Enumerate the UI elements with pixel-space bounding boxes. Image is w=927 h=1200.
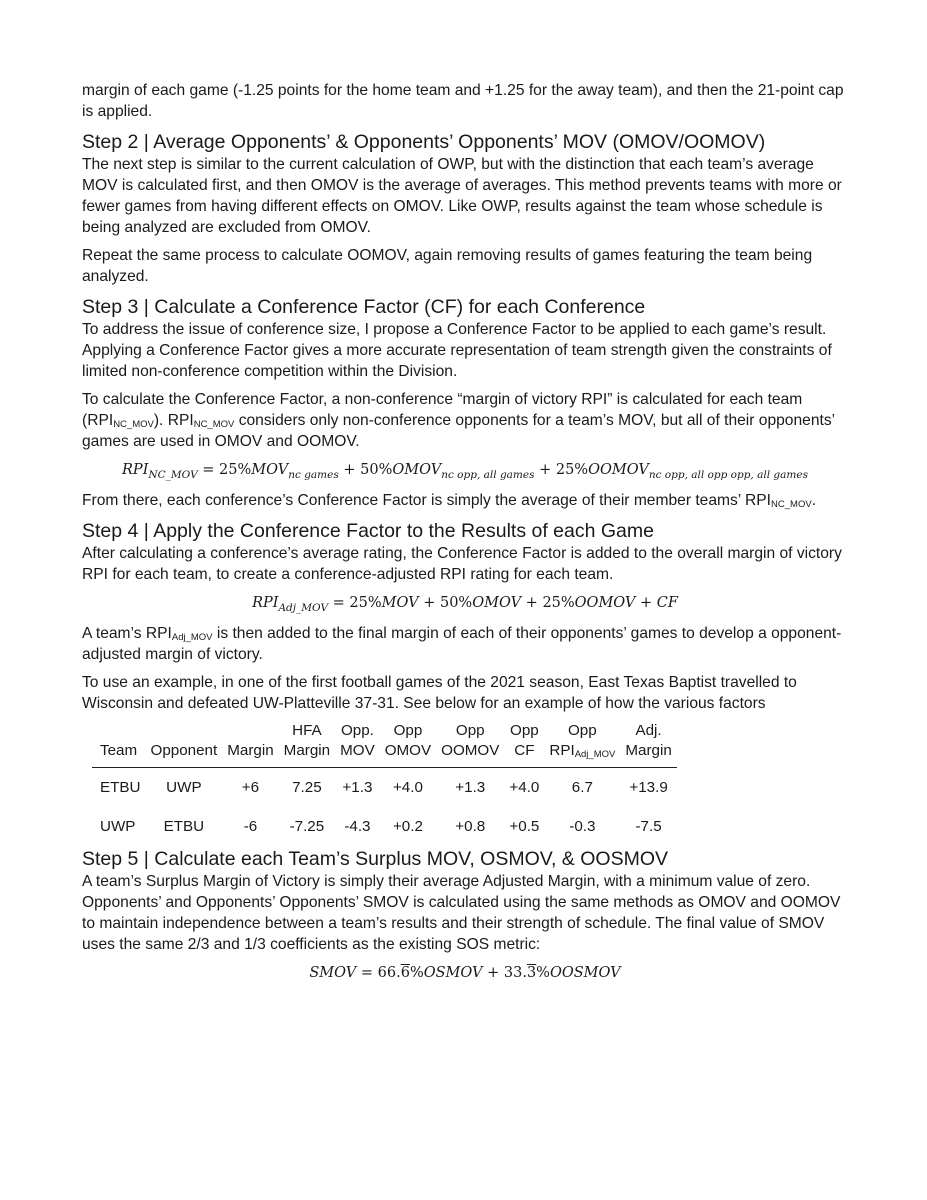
col-header-hfa-margin: HFA Margin (279, 721, 335, 768)
col-header-opp-oomov: Opp OOMOV (436, 721, 504, 768)
step2-paragraph-1: The next step is similar to the current calculation of OWP, but with the distinction that each team’s average MOV is calculated first, and then OMOV is the average of averages. This method prevents teams with more or fewer games from having different effects on OMOV. Like OWP, results against the team whose schedule is being analyzed are excluded from OMOV. (82, 156, 842, 236)
table-cell: 6.7 (571, 778, 593, 796)
table-header-row (92, 721, 677, 768)
example-game-table (92, 721, 677, 846)
table-cell: UWP (166, 778, 202, 796)
step5-heading: Step 5 | Calculate each Team’s Surplus MOV, OSMOV, & OOSMOV (82, 847, 668, 870)
table-cell: -7.25 (289, 817, 325, 835)
col-header-margin: Margin (222, 721, 278, 768)
col-header-opponent: Opponent (146, 721, 223, 768)
col-header-team: Team (92, 721, 146, 768)
step5-paragraph-1: A team’s Surplus Margin of Victory is simply their average Adjusted Margin, with a minimum value of zero. Opponents’ and Opponents’ Opponents’ SMOV is calculated using the same methods as OMOV and OOMOV to maintain independence between a team’s results and their strength of schedule. The final value of SMOV uses the same 2/3 and 1/3 coefficients as the existing SOS metric: (82, 872, 841, 953)
table-cell: -0.3 (569, 817, 596, 835)
table-cell: +0.8 (455, 817, 486, 835)
table-cell: -7.5 (635, 817, 662, 835)
step3-paragraph-2: To calculate the Conference Factor, a non-conference “margin of victory RPI” is calculated for each team $(RPI_{NC\_MOV})$. $RPI_{NC\_MOV}$ considers only non-conference opponents for a team’s MOV, but all of their opponents’ games are used in OMOV and OOMOV. (82, 391, 835, 450)
step4-heading: Step 4 | Apply the Conference Factor to the Results of each Game (82, 519, 654, 542)
table-cell: +1.3 (455, 778, 486, 796)
table-cell: +6 (241, 778, 260, 796)
table-cell: -6 (243, 817, 258, 835)
col-header-adj-margin: Adj. Margin (620, 721, 676, 768)
table-cell: 7.25 (292, 778, 322, 796)
col-header-opp-rpi-adj-mov: Opp $RPI_{Adj\_MOV}$ (544, 721, 620, 768)
col-header-opp-cf: Opp CF (504, 721, 544, 768)
table-cell: +1.3 (342, 778, 373, 796)
table-cell: +0.5 (509, 817, 540, 835)
step3-paragraph-3: From there, each conference’s Conference Factor is simply the average of their member teams’ $RPI_{NC\_MOV}$. (82, 491, 817, 510)
step4-paragraph-2: A team’s $RPI_{Adj\_MOV}$ is then added to the final margin of each of their opponents’ games to develop a opponent-adjusted margin of victory. (82, 624, 842, 663)
step2-heading: Step 2 | Average Opponents’ & Opponents’ Opponents’ MOV (OMOV/OOMOV) (82, 131, 766, 153)
step4-paragraph-3: To use an example, in one of the first football games of the 2021 season, East Texas Baptist travelled to Wisconsin and defeated UW-Platteville 37-31. See below for an example of how the various factors (82, 673, 797, 712)
table-cell: ETBU (163, 817, 205, 835)
smov-equation: SMOV = 66.6%OSMOV + 33.3%OOSMOV (309, 964, 621, 981)
rpi-nc-mov-equation: $RPI_{NC\_MOV} = 25\%MOV_{nc games}$ + $50\%OMOV_{nc opp, all games}$ + $25\%OOMOV_{nc opp, all opp opp, all games}$ (122, 462, 808, 481)
table-cell: -4.3 (344, 817, 371, 835)
table-cell: +4.0 (392, 778, 423, 796)
step2-paragraph-2: Repeat the same process to calculate OOMOV, again removing results of games featuring the team being analyzed. (82, 247, 813, 285)
step3-paragraph-1: To address the issue of conference size, I propose a Conference Factor to be applied to each game’s result. Applying a Conference Factor gives a more accurate representation of team strength given the constraints of limited non-conference competition within the Division. (82, 321, 832, 380)
step3-heading: Step 3 | Calculate a Conference Factor (CF) for each Conference (82, 296, 646, 318)
table-cell: ETBU (100, 778, 141, 796)
col-header-opp-omov: Opp OMOV (380, 721, 436, 768)
table-cell: UWP (100, 817, 136, 835)
rpi-adj-mov-equation: $RPI_{Adj\_MOV} = 25\%MOV$ + 50%OMOV + 25%OOMOV + CF (252, 594, 678, 614)
intro-paragraph: margin of each game (-1.25 points for the home team and +1.25 for the away team), and then the 21-point cap is applied. (82, 82, 844, 120)
table-cell: +13.9 (629, 778, 668, 796)
table-cell: +4.0 (509, 778, 540, 796)
table-cell: +0.2 (392, 817, 423, 835)
table-row (92, 767, 677, 807)
col-header-opp-mov: Opp. MOV (335, 721, 380, 768)
document-page (82, 80, 848, 988)
table-row (92, 807, 677, 846)
step4-paragraph-1: After calculating a conference’s average rating, the Conference Factor is added to the overall margin of victory RPI for each team, to create a conference-adjusted RPI rating for each team. (82, 544, 842, 583)
